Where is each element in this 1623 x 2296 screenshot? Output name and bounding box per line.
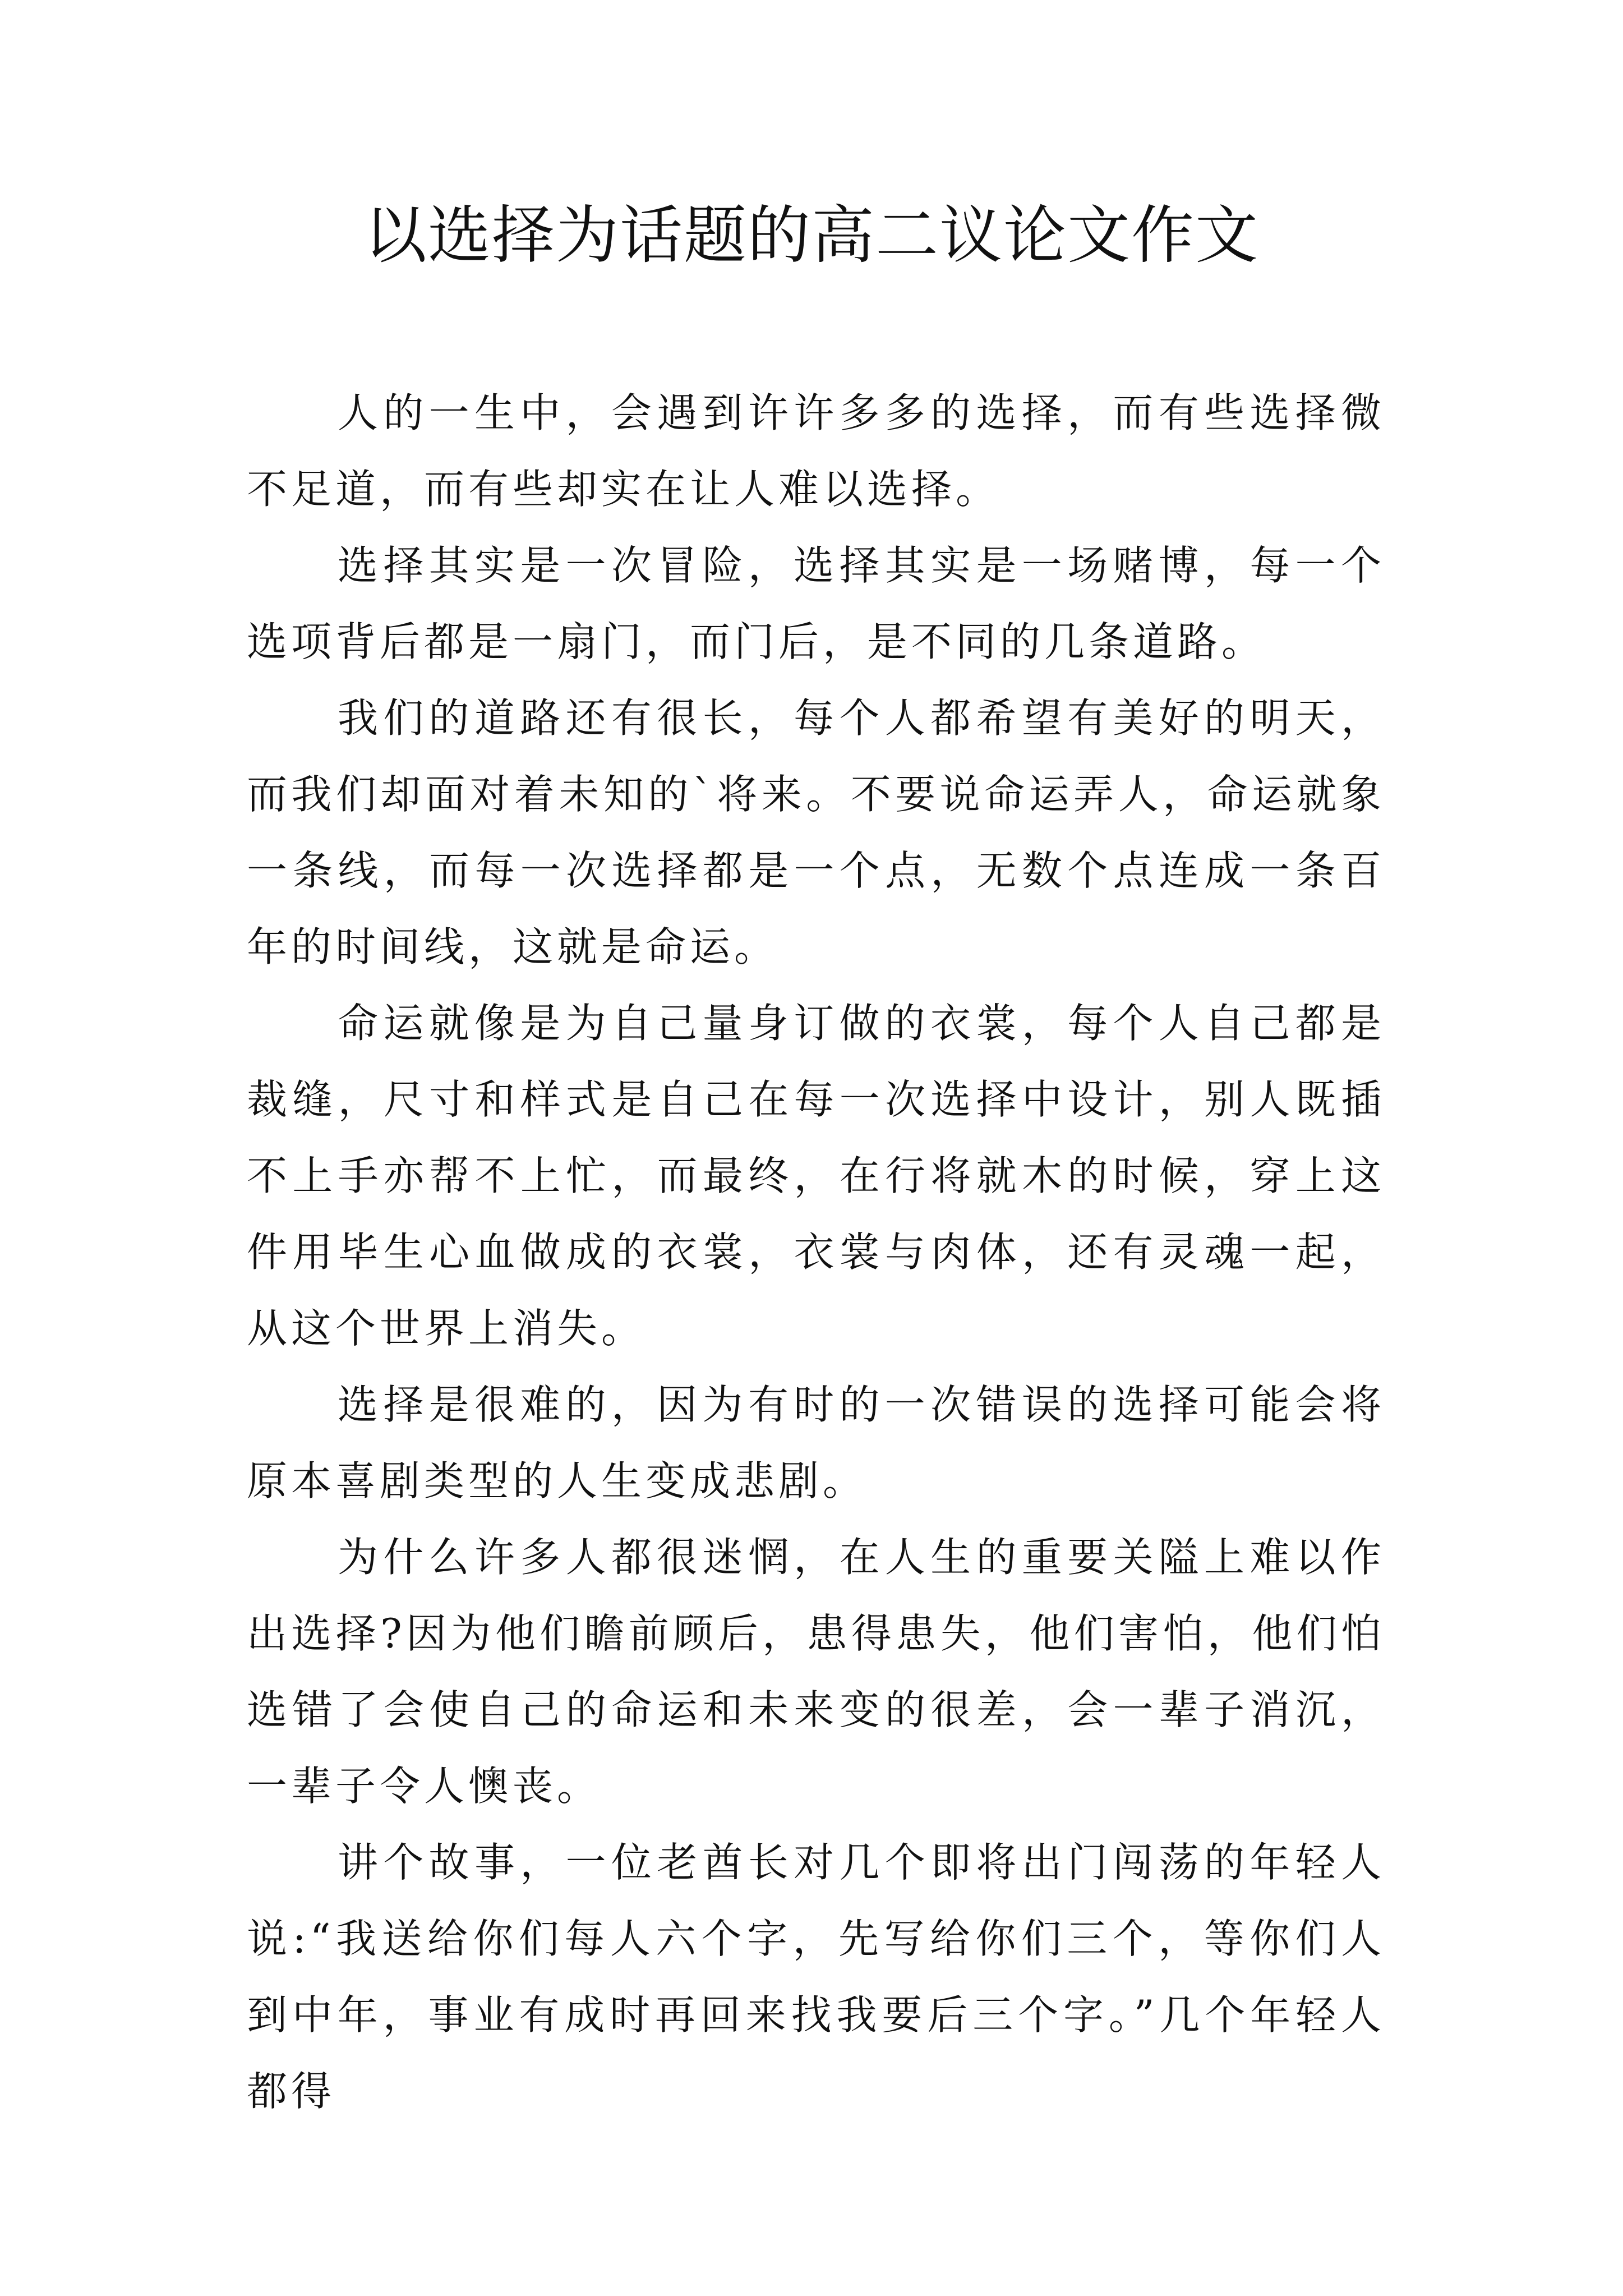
document-title: 以选择为话题的高二议论文作文 <box>364 199 1259 272</box>
paragraph: 人的一生中，会遇到许许多多的选择，而有些选择微不足道，而有些却实在让人难以选择。 <box>247 389 1385 513</box>
paragraph: 选择是很难的，因为有时的一次错误的选择可能会将原本喜剧类型的人生变成悲剧。 <box>247 1381 1385 1504</box>
paragraph: 为什么许多人都很迷惘，在人生的重要关隘上难以作出选择?因为他们瞻前顾后，患得患失，他们害怕，他们怕选错了会使自己的命运和未来变的很差，会一辈子消沉，一辈子令人懊丧。 <box>247 1534 1385 1810</box>
paragraph: 我们的道路还有很长，每个人都希望有美好的明天，而我们却面对着未知的`将来。不要说命运弄人，命运就象一条线，而每一次选择都是一个点，无数个点连成一条百年的时间线，这就是命运。 <box>247 694 1385 970</box>
paragraph: 讲个故事，一位老酋长对几个即将出门闯荡的年轻人说:“我送给你们每人六个字，先写给你们三个，等你们人到中年，事业有成时再回来找我要后三个字。”几个年轻人都得 <box>247 1839 1385 2115</box>
paragraph: 命运就像是为自己量身订做的衣裳，每个人自己都是裁缝，尺寸和样式是自己在每一次选择中设计，别人既插不上手亦帮不上忙，而最终，在行将就木的时候，穿上这件用毕生心血做成的衣裳，衣裳与肉体，还有灵魂一起，从这个世界上消失。 <box>247 1000 1385 1352</box>
document-body <box>247 375 1385 2129</box>
paragraph: 选择其实是一次冒险，选择其实是一场赌博，每一个选项背后都是一扇门，而门后，是不同的几条道路。 <box>247 542 1385 665</box>
